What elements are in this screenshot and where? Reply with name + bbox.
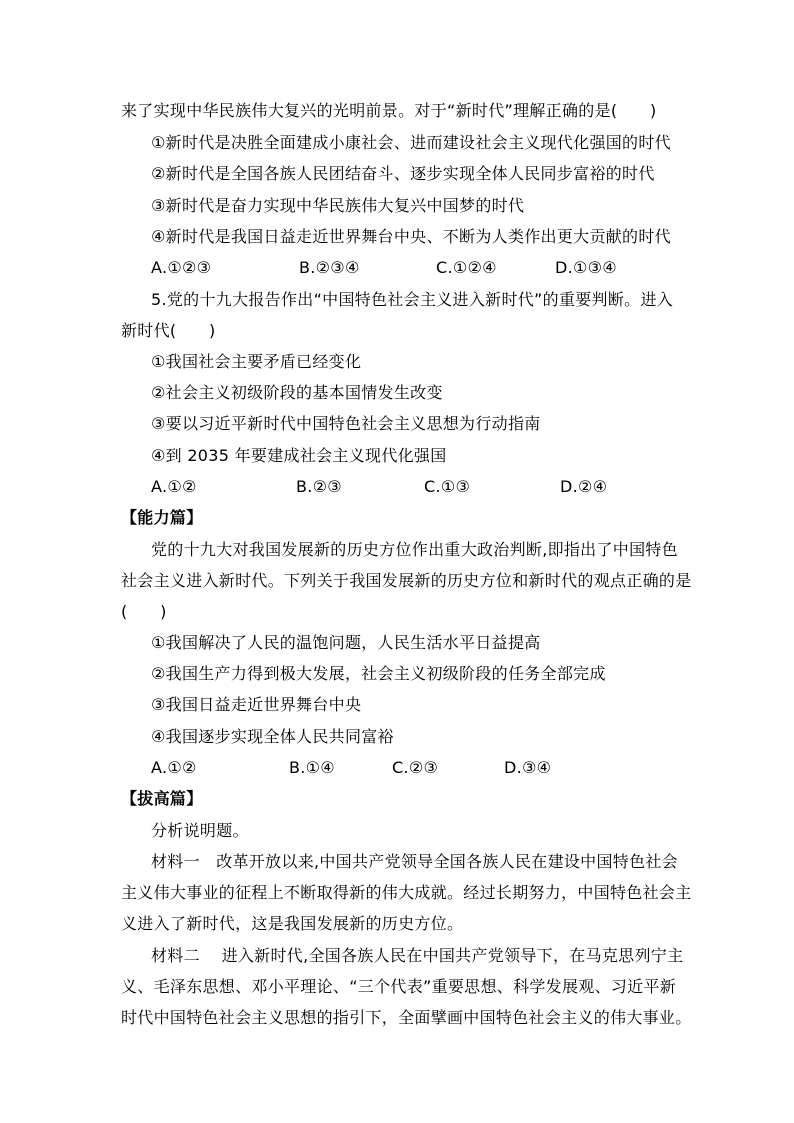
ability-option-b: B.①④ bbox=[289, 758, 335, 777]
ability-item-4: ④我国逐步实现全体人民共同富裕 bbox=[151, 727, 394, 746]
q4-stem-continuation: 来了实现中华民族伟大复兴的光明前景。对于“新时代”理解正确的是( ) bbox=[121, 101, 657, 120]
ability-item-2: ②我国生产力得到极大发展，社会主义初级阶段的任务全部完成 bbox=[151, 664, 606, 683]
ability-option-d: D.③④ bbox=[504, 758, 552, 777]
q5-item-4: ④到 2035 年要建成社会主义现代化强国 bbox=[151, 446, 447, 465]
q5-stem-line-1: 5.党的十九大报告作出“中国特色社会主义进入新时代”的重要判断。进入 bbox=[151, 290, 674, 309]
q5-option-c: C.①③ bbox=[424, 477, 471, 496]
ability-stem-line-3: ( ) bbox=[121, 602, 167, 621]
q4-option-b: B.②③④ bbox=[299, 258, 360, 277]
ability-option-a: A.①② bbox=[151, 758, 197, 777]
q4-option-d: D.①③④ bbox=[555, 258, 617, 277]
q4-option-c: C.①②④ bbox=[436, 258, 497, 277]
q5-item-3: ③要以习近平新时代中国特色社会主义思想为行动指南 bbox=[151, 414, 541, 433]
ability-option-c: C.②③ bbox=[392, 758, 439, 777]
ability-stem-line-1: 党的十九大对我国发展新的历史方位作出重大政治判断,即指出了中国特色 bbox=[151, 540, 678, 559]
q4-item-1: ①新时代是决胜全面建成小康社会、进而建设社会主义现代化强国的时代 bbox=[151, 133, 671, 152]
q5-item-2: ②社会主义初级阶段的基本国情发生改变 bbox=[151, 383, 443, 402]
ability-section-heading: 【能力篇】 bbox=[121, 508, 203, 527]
q5-option-a: A.①② bbox=[151, 477, 197, 496]
material-1-line-2: 主义伟大事业的征程上不断取得新的伟大成就。经过长期努力，中国特色社会主 bbox=[121, 883, 692, 902]
advanced-section-heading: 【拔高篇】 bbox=[121, 789, 203, 808]
ability-item-1: ①我国解决了人民的温饱问题，人民生活水平日益提高 bbox=[151, 633, 541, 652]
material-2-line-1: 材料二 进入新时代,全国各族人民在中国共产党领导下，在马克思列宁主 bbox=[151, 946, 684, 965]
q5-item-1: ①我国社会主要矛盾已经变化 bbox=[151, 352, 362, 371]
q4-item-2: ②新时代是全国各族人民团结奋斗、逐步实现全体人民同步富裕的时代 bbox=[151, 164, 655, 183]
q4-item-3: ③新时代是奋力实现中华民族伟大复兴中国梦的时代 bbox=[151, 196, 525, 215]
advanced-intro: 分析说明题。 bbox=[151, 821, 249, 840]
ability-item-3: ③我国日益走近世界舞台中央 bbox=[151, 695, 362, 714]
material-1-line-3: 义进入了新时代，这是我国发展新的历史方位。 bbox=[121, 914, 464, 933]
material-2-line-2: 义、毛泽东思想、邓小平理论、“三个代表”重要思想、科学发展观、习近平新 bbox=[121, 977, 677, 996]
q4-option-a: A.①②③ bbox=[151, 258, 212, 277]
q5-option-b: B.②③ bbox=[296, 477, 342, 496]
material-2-line-3: 时代中国特色社会主义思想的指引下，全面擘画中国特色社会主义的伟大事业。 bbox=[121, 1008, 692, 1027]
q4-item-4: ④新时代是我国日益走近世界舞台中央、不断为人类作出更大贡献的时代 bbox=[151, 227, 671, 246]
q5-stem-line-2: 新时代( ) bbox=[121, 321, 216, 340]
q5-option-d: D.②④ bbox=[560, 477, 608, 496]
ability-stem-line-2: 社会主义进入新时代。下列关于我国发展新的历史方位和新时代的观点正确的是 bbox=[121, 571, 692, 590]
material-1-line-1: 材料一 改革开放以来,中国共产党领导全国各族人民在建设中国特色社会 bbox=[151, 852, 678, 871]
